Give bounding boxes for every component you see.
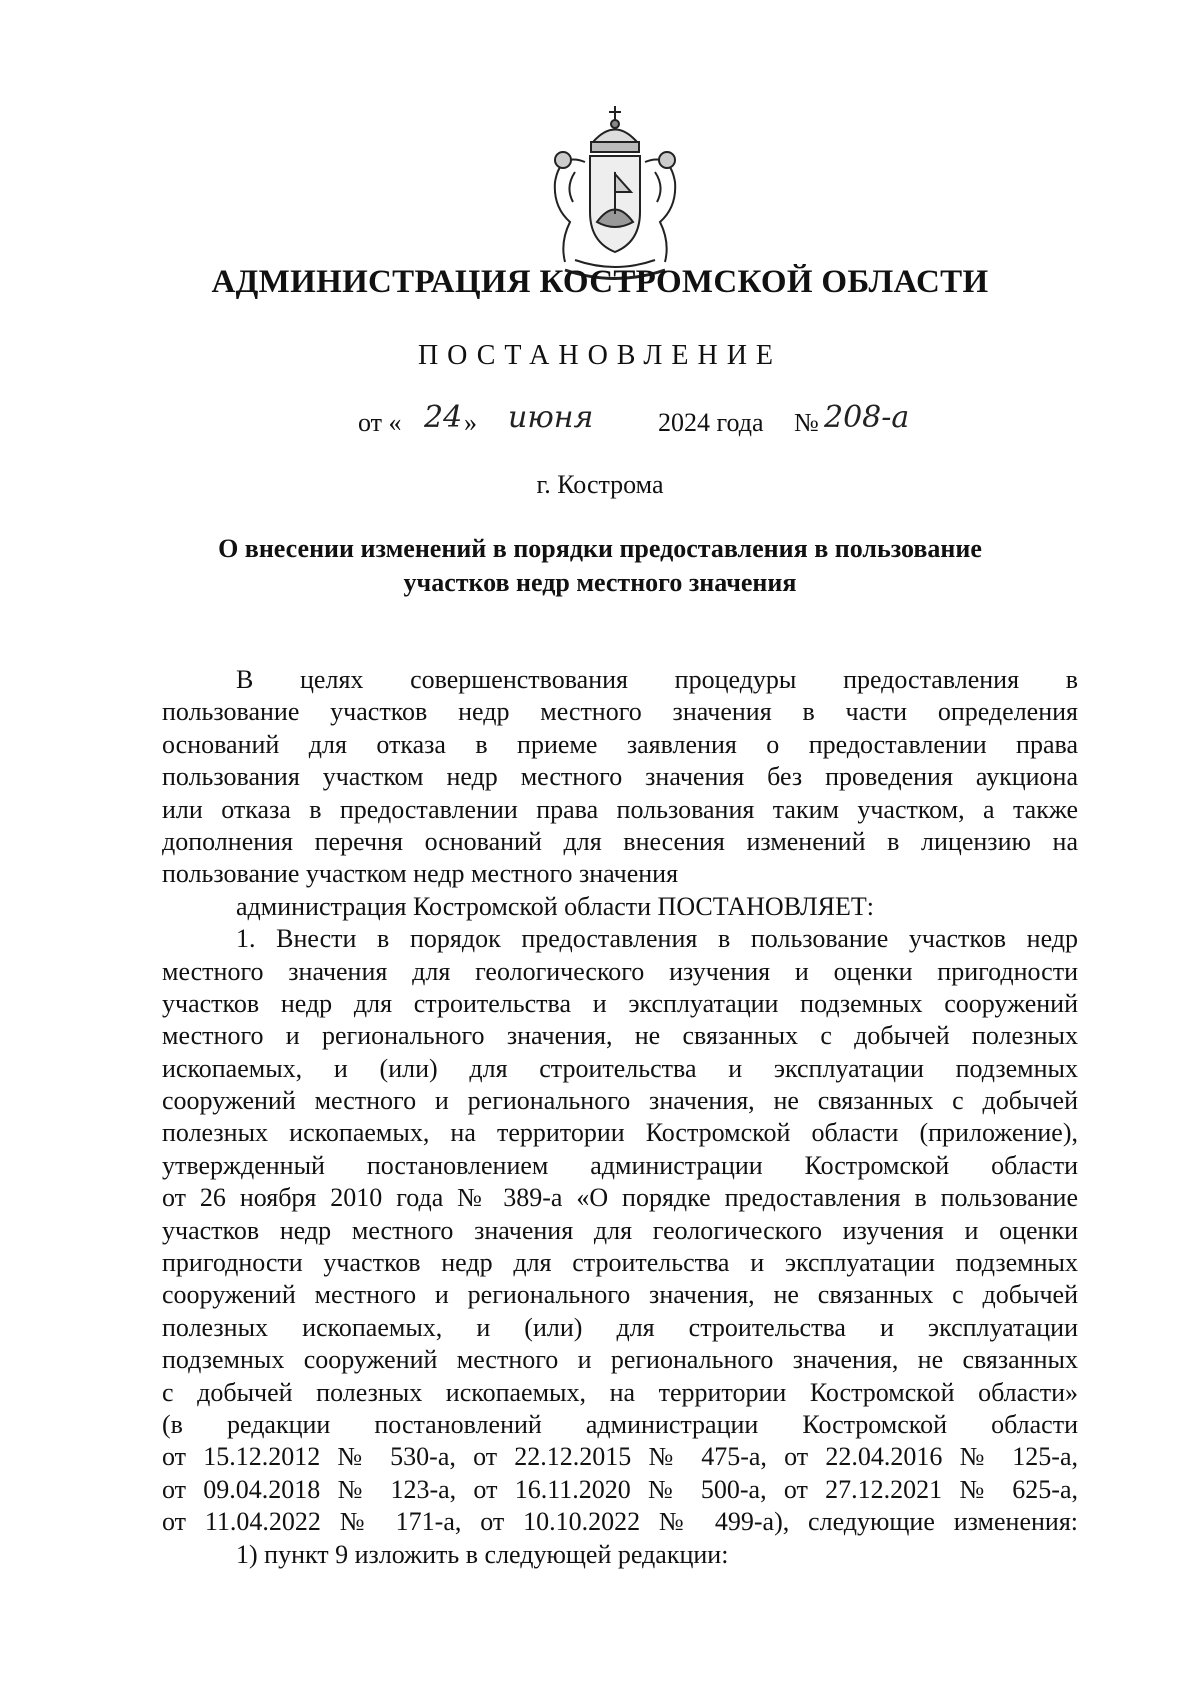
body-line: от 26 ноября 2010 года № 389-а «О порядке предоставления в пользование — [162, 1183, 1078, 1213]
date-day-close: » — [464, 408, 477, 437]
date-number-line — [358, 400, 1038, 450]
date-prefix: от « — [358, 408, 402, 437]
body-line: ископаемых, и (или) для строительства и эксплуатации подземных — [162, 1053, 1078, 1083]
body-line: участков недр местного значения для геологического изучения и оценки — [162, 1215, 1078, 1245]
body-line: от 11.04.2022 № 171-а, от 10.10.2022 № 499-а), следующие изменения: — [162, 1507, 1078, 1537]
body-line: утвержденный постановлением администрации Костромской области — [162, 1150, 1078, 1180]
body-line: В целях совершенствования процедуры предоставления в — [236, 665, 1078, 694]
heading-line: участков недр местного значения — [403, 568, 797, 597]
body-line: местного и регионального значения, не связанных с добычей полезных — [162, 1021, 1078, 1051]
document-heading — [160, 532, 1040, 600]
organization-title: АДМИНИСТРАЦИЯ КОСТРОМСКОЙ ОБЛАСТИ — [211, 264, 989, 300]
body-line: (в редакции постановлений администрации Костромской области — [162, 1409, 1078, 1439]
body-line: пользование участком недр местного значения — [162, 859, 679, 889]
body-line: дополнения перечня оснований для внесения изменений в лицензию на — [162, 826, 1078, 856]
body-line: подземных сооружений местного и регионального значения, не связанных — [162, 1345, 1078, 1375]
body-line: с добычей полезных ископаемых, на территории Костромской области» — [162, 1377, 1078, 1407]
city: г. Кострома — [536, 470, 664, 499]
date-year: 2024 года — [658, 408, 764, 437]
body-line: пользование участков недр местного значения в части определения — [162, 697, 1078, 727]
body-line: администрация Костромской области ПОСТАНОВЛЯЕТ: — [236, 891, 875, 921]
body-line: от 09.04.2018 № 123-а, от 16.11.2020 № 500-а, от 27.12.2021 № 625-а, — [162, 1474, 1078, 1504]
body-line: 1. Внести в порядок предоставления в пользование участков недр — [236, 924, 1078, 954]
body-line: пользования участком недр местного значения без проведения аукциона — [162, 762, 1078, 792]
number-prefix: № — [794, 408, 819, 437]
body-line: полезных ископаемых, и (или) для строительства и эксплуатации — [162, 1312, 1078, 1342]
body-line: местного значения для геологического изучения и оценки пригодности — [162, 956, 1078, 986]
heading-line: О внесении изменений в порядки предоставления в пользование — [218, 534, 982, 563]
body-line: 1) пункт 9 изложить в следующей редакции: — [236, 1539, 729, 1569]
document-body — [162, 664, 1078, 1571]
body-line: участков недр для строительства и эксплуатации подземных сооружений — [162, 988, 1078, 1018]
body-line: от 15.12.2012 № 530-а, от 22.12.2015 № 475-а, от 22.04.2016 № 125-а, — [162, 1442, 1078, 1472]
body-line: сооружений местного и регионального значения, не связанных с добычей — [162, 1280, 1078, 1310]
body-line: сооружений местного и регионального значения, не связанных с добычей — [162, 1086, 1078, 1116]
body-line: оснований для отказа в приеме заявления о предоставлении права — [162, 729, 1078, 759]
handwritten-month: июня — [508, 400, 594, 435]
body-line: или отказа в предоставлении права пользования таким участком, а также — [162, 794, 1078, 824]
handwritten-day: 24 — [424, 400, 463, 435]
handwritten-number: 208-а — [824, 400, 910, 435]
document-type: ПОСТАНОВЛЕНИЕ — [417, 340, 783, 371]
body-line: полезных ископаемых, на территории Костромской области (приложение), — [162, 1118, 1078, 1148]
body-line: пригодности участков недр для строительства и эксплуатации подземных — [162, 1248, 1078, 1278]
